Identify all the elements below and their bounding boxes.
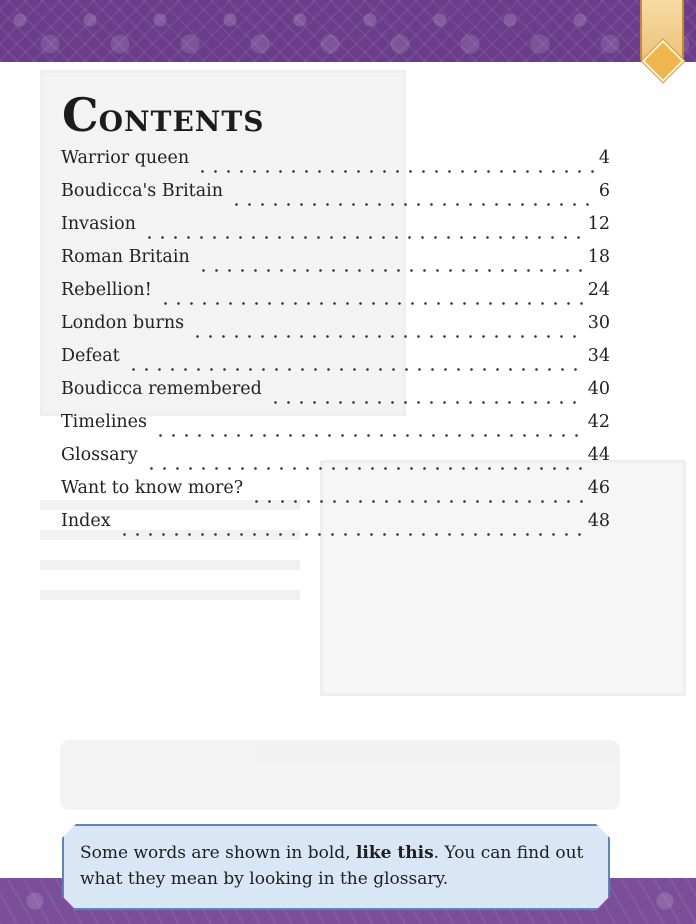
toc-entry-title: Boudicca's Britain <box>61 181 224 201</box>
toc-entry-title: Timelines <box>61 412 148 432</box>
title-initial: C <box>62 88 99 142</box>
dot-leader <box>141 467 585 470</box>
toc-entry-title: Defeat <box>61 346 120 366</box>
toc-entry-page-number: 40 <box>587 379 610 399</box>
toc-entry[interactable] <box>61 478 610 511</box>
toc-entry[interactable] <box>61 445 610 478</box>
dot-leader <box>123 368 585 371</box>
toc-entry-title: Rebellion! <box>61 280 152 300</box>
toc-entry-page-number: 6 <box>598 181 610 201</box>
title-rest: ONTENTS <box>98 105 265 138</box>
toc-entry-page-number: 18 <box>587 247 610 267</box>
toc-entry-title: London burns <box>61 313 185 333</box>
toc-entry-page-number: 24 <box>587 280 610 300</box>
dot-leader <box>226 203 596 206</box>
toc-entry-page-number: 12 <box>587 214 610 234</box>
ghost-note-box <box>60 740 620 810</box>
dot-leader <box>150 434 585 437</box>
toc-entry-page-number: 42 <box>587 412 610 432</box>
note-bold-example: like this <box>355 843 434 863</box>
toc-entry[interactable] <box>61 148 610 181</box>
toc-entry-title: Warrior queen <box>61 148 190 168</box>
toc-entry-page-number: 44 <box>587 445 610 465</box>
toc-entry-title: Invasion <box>61 214 136 234</box>
note-text-after: . You can find out what they mean by looking in the glossary. <box>80 843 584 889</box>
toc-entry-page-number: 34 <box>587 346 610 366</box>
toc-entry-page-number: 4 <box>598 148 610 168</box>
page-title <box>62 88 264 142</box>
toc-entry-page-number: 46 <box>587 478 610 498</box>
toc-entry[interactable] <box>61 214 610 247</box>
toc-entry-title: Index <box>61 511 111 531</box>
dot-leader <box>114 533 585 536</box>
toc-entry-page-number: 48 <box>587 511 610 531</box>
toc-entry-title: Boudicca remembered <box>61 379 262 399</box>
toc-entry[interactable] <box>61 313 610 346</box>
ghost-text-line <box>40 560 300 570</box>
dot-leader <box>265 401 585 404</box>
ghost-text-line <box>40 590 300 600</box>
dot-leader <box>139 236 585 239</box>
toc-entry[interactable] <box>61 511 610 544</box>
toc-entry[interactable] <box>61 412 610 445</box>
toc-entry-page-number: 30 <box>587 313 610 333</box>
note-text-before: Some words are shown in bold, <box>80 843 356 863</box>
dot-leader <box>246 500 585 503</box>
top-decorative-band <box>0 0 696 62</box>
table-of-contents <box>61 148 610 544</box>
dot-leader <box>155 302 585 305</box>
toc-entry-title: Want to know more? <box>61 478 244 498</box>
toc-entry[interactable] <box>61 280 610 313</box>
toc-entry[interactable] <box>61 379 610 412</box>
toc-entry-title: Glossary <box>61 445 138 465</box>
toc-entry[interactable] <box>61 181 610 214</box>
toc-entry-title: Roman Britain <box>61 247 190 267</box>
dot-leader <box>187 335 585 338</box>
toc-entry[interactable] <box>61 346 610 379</box>
dot-leader <box>193 269 585 272</box>
dot-leader <box>192 170 596 173</box>
toc-entry[interactable] <box>61 247 610 280</box>
glossary-note-text <box>66 828 606 906</box>
